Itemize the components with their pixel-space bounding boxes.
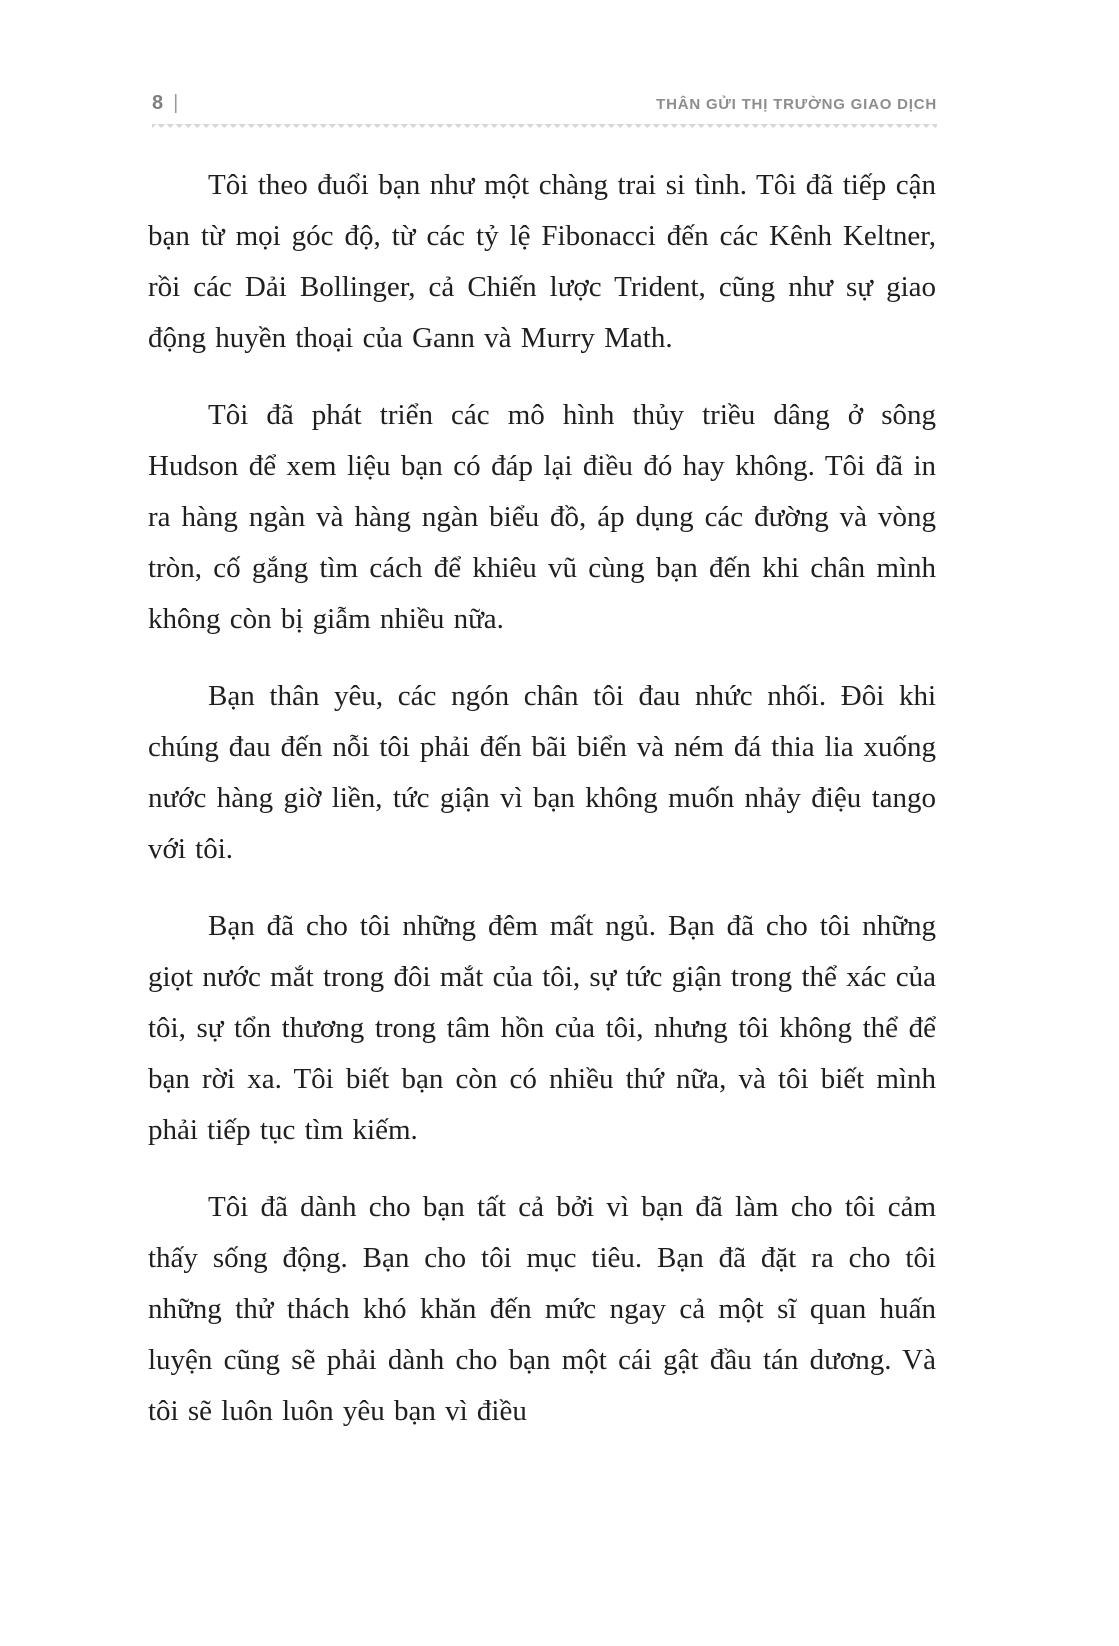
paragraph: Bạn đã cho tôi những đêm mất ngủ. Bạn đã cho tôi những giọt nước mắt trong đôi mắt của tôi, sự tức giận trong thể xác của tôi, sự tổn thương trong tâm hồn của tôi, nhưng tôi không thể để bạn rời xa. Tôi biết bạn còn có nhiều thứ nữa, và tôi biết mình phải tiếp tục tìm kiếm. (148, 910, 936, 1146)
paragraph: Tôi đã dành cho bạn tất cả bởi vì bạn đã làm cho tôi cảm thấy sống động. Bạn cho tôi mục tiêu. Bạn đã đặt ra cho tôi những thử thách khó khăn đến mức ngay cả một sĩ quan huấn luyện cũng sẽ phải dành cho bạn một cái gật đầu tán dương. Và tôi sẽ luôn luôn yêu bạn vì điều (148, 1191, 936, 1427)
zigzag-divider (152, 124, 937, 131)
paragraph: Tôi theo đuổi bạn như một chàng trai si tình. Tôi đã tiếp cận bạn từ mọi góc độ, từ các tỷ lệ Fibonacci đến các Kênh Keltner, rồi các Dải Bollinger, cả Chiến lược Trident, cũng như sự giao động huyền thoại của Gann và Murry Math. (148, 169, 936, 354)
page-header (152, 92, 937, 115)
paragraph: Bạn thân yêu, các ngón chân tôi đau nhức nhối. Đôi khi chúng đau đến nỗi tôi phải đến bãi biển và ném đá thia lia xuống nước hàng giờ liền, tức giận vì bạn không muốn nhảy điệu tango với tôi. (148, 680, 936, 865)
running-title: THÂN GỬI THỊ TRƯỜNG GIAO DỊCH (656, 96, 937, 113)
page-number-separator: | (173, 92, 179, 114)
paragraph: Tôi đã phát triển các mô hình thủy triều dâng ở sông Hudson để xem liệu bạn có đáp lại điều đó hay không. Tôi đã in ra hàng ngàn và hàng ngàn biểu đồ, áp dụng các đường và vòng tròn, cố gắng tìm cách để khiêu vũ cùng bạn đến khi chân mình không còn bị giẫm nhiều nữa. (148, 399, 936, 635)
page-number-wrap (152, 92, 178, 115)
page-number: 8 (152, 92, 164, 114)
page-body (148, 160, 936, 1463)
